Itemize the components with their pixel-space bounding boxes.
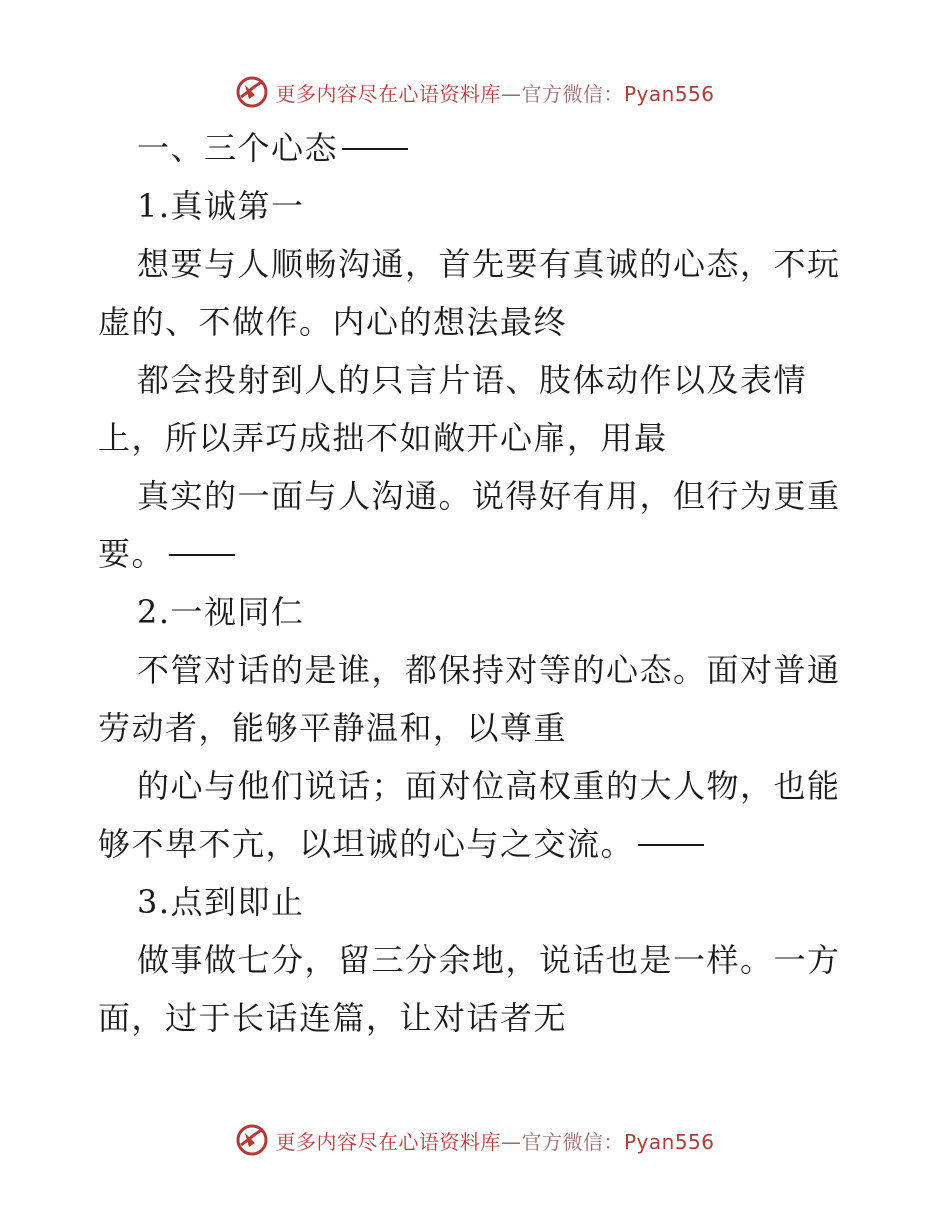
paragraph-line: 的心与他们说话；面对位高权重的大人物，也能 — [137, 767, 841, 805]
em-dash-rule — [169, 554, 235, 556]
watermark-text: 更多内容尽在心语资料库—官方微信：Pyan556 — [275, 81, 715, 106]
paragraph-line: 劳动者，能够平静温和，以尊重 — [98, 709, 568, 747]
subsection-title-2: 2.一视同仁 — [137, 593, 305, 631]
paragraph-line: 不管对话的是谁，都保持对等的心态。面对普通 — [137, 651, 841, 689]
subsection-title-3: 3.点到即止 — [137, 883, 305, 921]
paragraph-line: 上，所以弄巧成拙不如敞开心扉，用最 — [98, 419, 668, 457]
paragraph-line: 虚的、不做作。内心的想法最终 — [98, 303, 568, 341]
em-dash-rule — [638, 844, 704, 846]
em-dash-rule — [342, 148, 408, 150]
paragraph-line: 真实的一面与人沟通。说得好有用，但行为更重 — [137, 477, 841, 515]
footer-watermark-banner — [0, 1120, 950, 1160]
paragraph-line: 够不卑不亢，以坦诚的心与之交流。 — [98, 824, 704, 864]
fountain-pen-seal-icon — [235, 1123, 269, 1157]
subsection-title-1: 1.真诚第一 — [137, 187, 305, 225]
paragraph-line: 都会投射到人的只言片语、肢体动作以及表情 — [137, 361, 808, 399]
paragraph-line: 做事做七分，留三分余地，说话也是一样。一方 — [137, 941, 841, 979]
paragraph-line: 要。 — [98, 534, 235, 574]
section-heading: 一、三个心态 — [137, 128, 408, 168]
paragraph-line: 面，过于长话连篇，让对话者无 — [98, 999, 568, 1037]
watermark-text: 更多内容尽在心语资料库—官方微信：Pyan556 — [275, 1129, 715, 1154]
paragraph-line: 想要与人顺畅沟通，首先要有真诚的心态，不玩 — [137, 245, 841, 283]
